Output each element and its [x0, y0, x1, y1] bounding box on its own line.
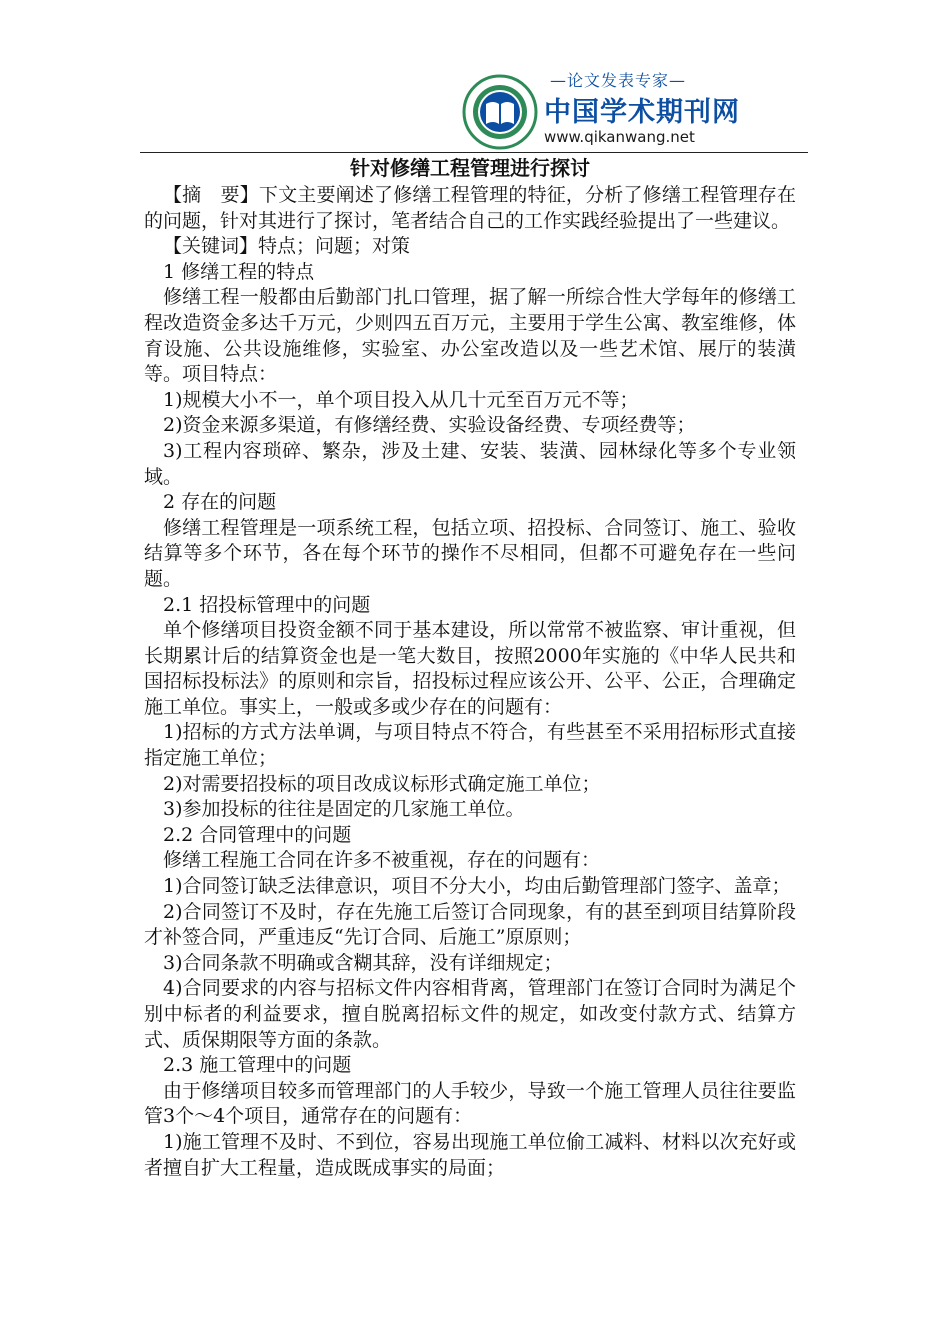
logo-tagline: —论文发表专家— [550, 71, 687, 90]
section-heading: 2 存在的问题 [163, 491, 277, 514]
list-item: 2)对需要招投标的项目改成议标形式确定施工单位； [163, 772, 601, 795]
paragraph: 单个修缮项目投资金额不同于基本建设，所以常常不被监察、审计重视，但长期累计后的结算资金也是一笔大数目，按照2000年实施的《中华人民共和国招标投标法》的原则和宗旨，招投标过程应该公开、公平、公正，合理确定施工单位。事实上，一般或多或少存在的问题有： [144, 619, 796, 718]
site-logo [462, 64, 752, 152]
list-item: 4)合同要求的内容与招标文件内容相背离，管理部门在签订合同时为满足个别中标者的利益要求，擅自脱离招标文件的规定，如改变付款方式、结算方式、质保期限等方面的条款。 [144, 977, 796, 1051]
article-title: 针对修缮工程管理进行探讨 [350, 156, 590, 180]
paragraph: 修缮工程施工合同在许多不被重视，存在的问题有： [163, 849, 601, 872]
abstract: 【摘 要】下文主要阐述了修缮工程管理的特征，分析了修缮工程管理存在的问题，针对其进行了探讨，笔者结合自己的工作实践经验提出了一些建议。 [144, 184, 796, 232]
list-item: 3)合同条款不明确或含糊其辞，没有详细规定； [163, 951, 563, 974]
logo-name: 中国学术期刊网 [544, 97, 740, 128]
list-item: 2)合同签订不及时，存在先施工后签订合同现象，有的甚至到项目结算阶段才补签合同，严重违反“先订合同、后施工”原原则； [144, 900, 796, 949]
section-heading: 1 修缮工程的特点 [163, 260, 315, 283]
paragraph: 由于修缮项目较多而管理部门的人手较少，导致一个施工管理人员往往要监管3个～4个项目，通常存在的问题有： [144, 1079, 796, 1128]
subsection-heading: 2.2 合同管理中的问题 [163, 823, 352, 846]
keywords: 【关键词】特点；问题；对策 [163, 235, 411, 258]
article-body [144, 153, 796, 1181]
logo-url: www.qikanwang.net [544, 128, 695, 146]
list-item: 1)招标的方式方法单调，与项目特点不符合，有些甚至不采用招标形式直接指定施工单位； [144, 721, 796, 770]
list-item: 1)施工管理不及时、不到位，容易出现施工单位偷工减料、材料以次充好或者擅自扩大工程量，造成既成事实的局面； [144, 1130, 796, 1179]
subsection-heading: 2.1 招投标管理中的问题 [163, 593, 371, 616]
list-item: 2)资金来源多渠道，有修缮经费、实验设备经费、专项经费等； [163, 414, 696, 437]
paragraph: 修缮工程一般都由后勤部门扎口管理，据了解一所综合性大学每年的修缮工程改造资金多达千万元，少则四五百万元，主要用于学生公寓、教室维修，体育设施、公共设施维修，实验室、办公室改造以及一些艺术馆、展厅的装潢等。项目特点： [144, 286, 796, 386]
list-item: 3)工程内容琐碎、繁杂，涉及土建、安装、装潢、园林绿化等多个专业领域。 [144, 439, 796, 488]
list-item: 1)合同签订缺乏法律意识，项目不分大小，均由后勤管理部门签字、盖章； [163, 875, 791, 898]
subsection-heading: 2.3 施工管理中的问题 [163, 1054, 352, 1077]
list-item: 3)参加投标的往往是固定的几家施工单位。 [163, 798, 525, 821]
paragraph: 修缮工程管理是一项系统工程，包括立项、招投标、合同签订、施工、验收结算等多个环节，各在每个环节的操作不尽相同，但都不可避免存在一些问题。 [144, 516, 796, 590]
list-item: 1)规模大小不一，单个项目投入从几十元至百万元不等； [163, 388, 639, 411]
book-globe-icon [462, 74, 538, 150]
